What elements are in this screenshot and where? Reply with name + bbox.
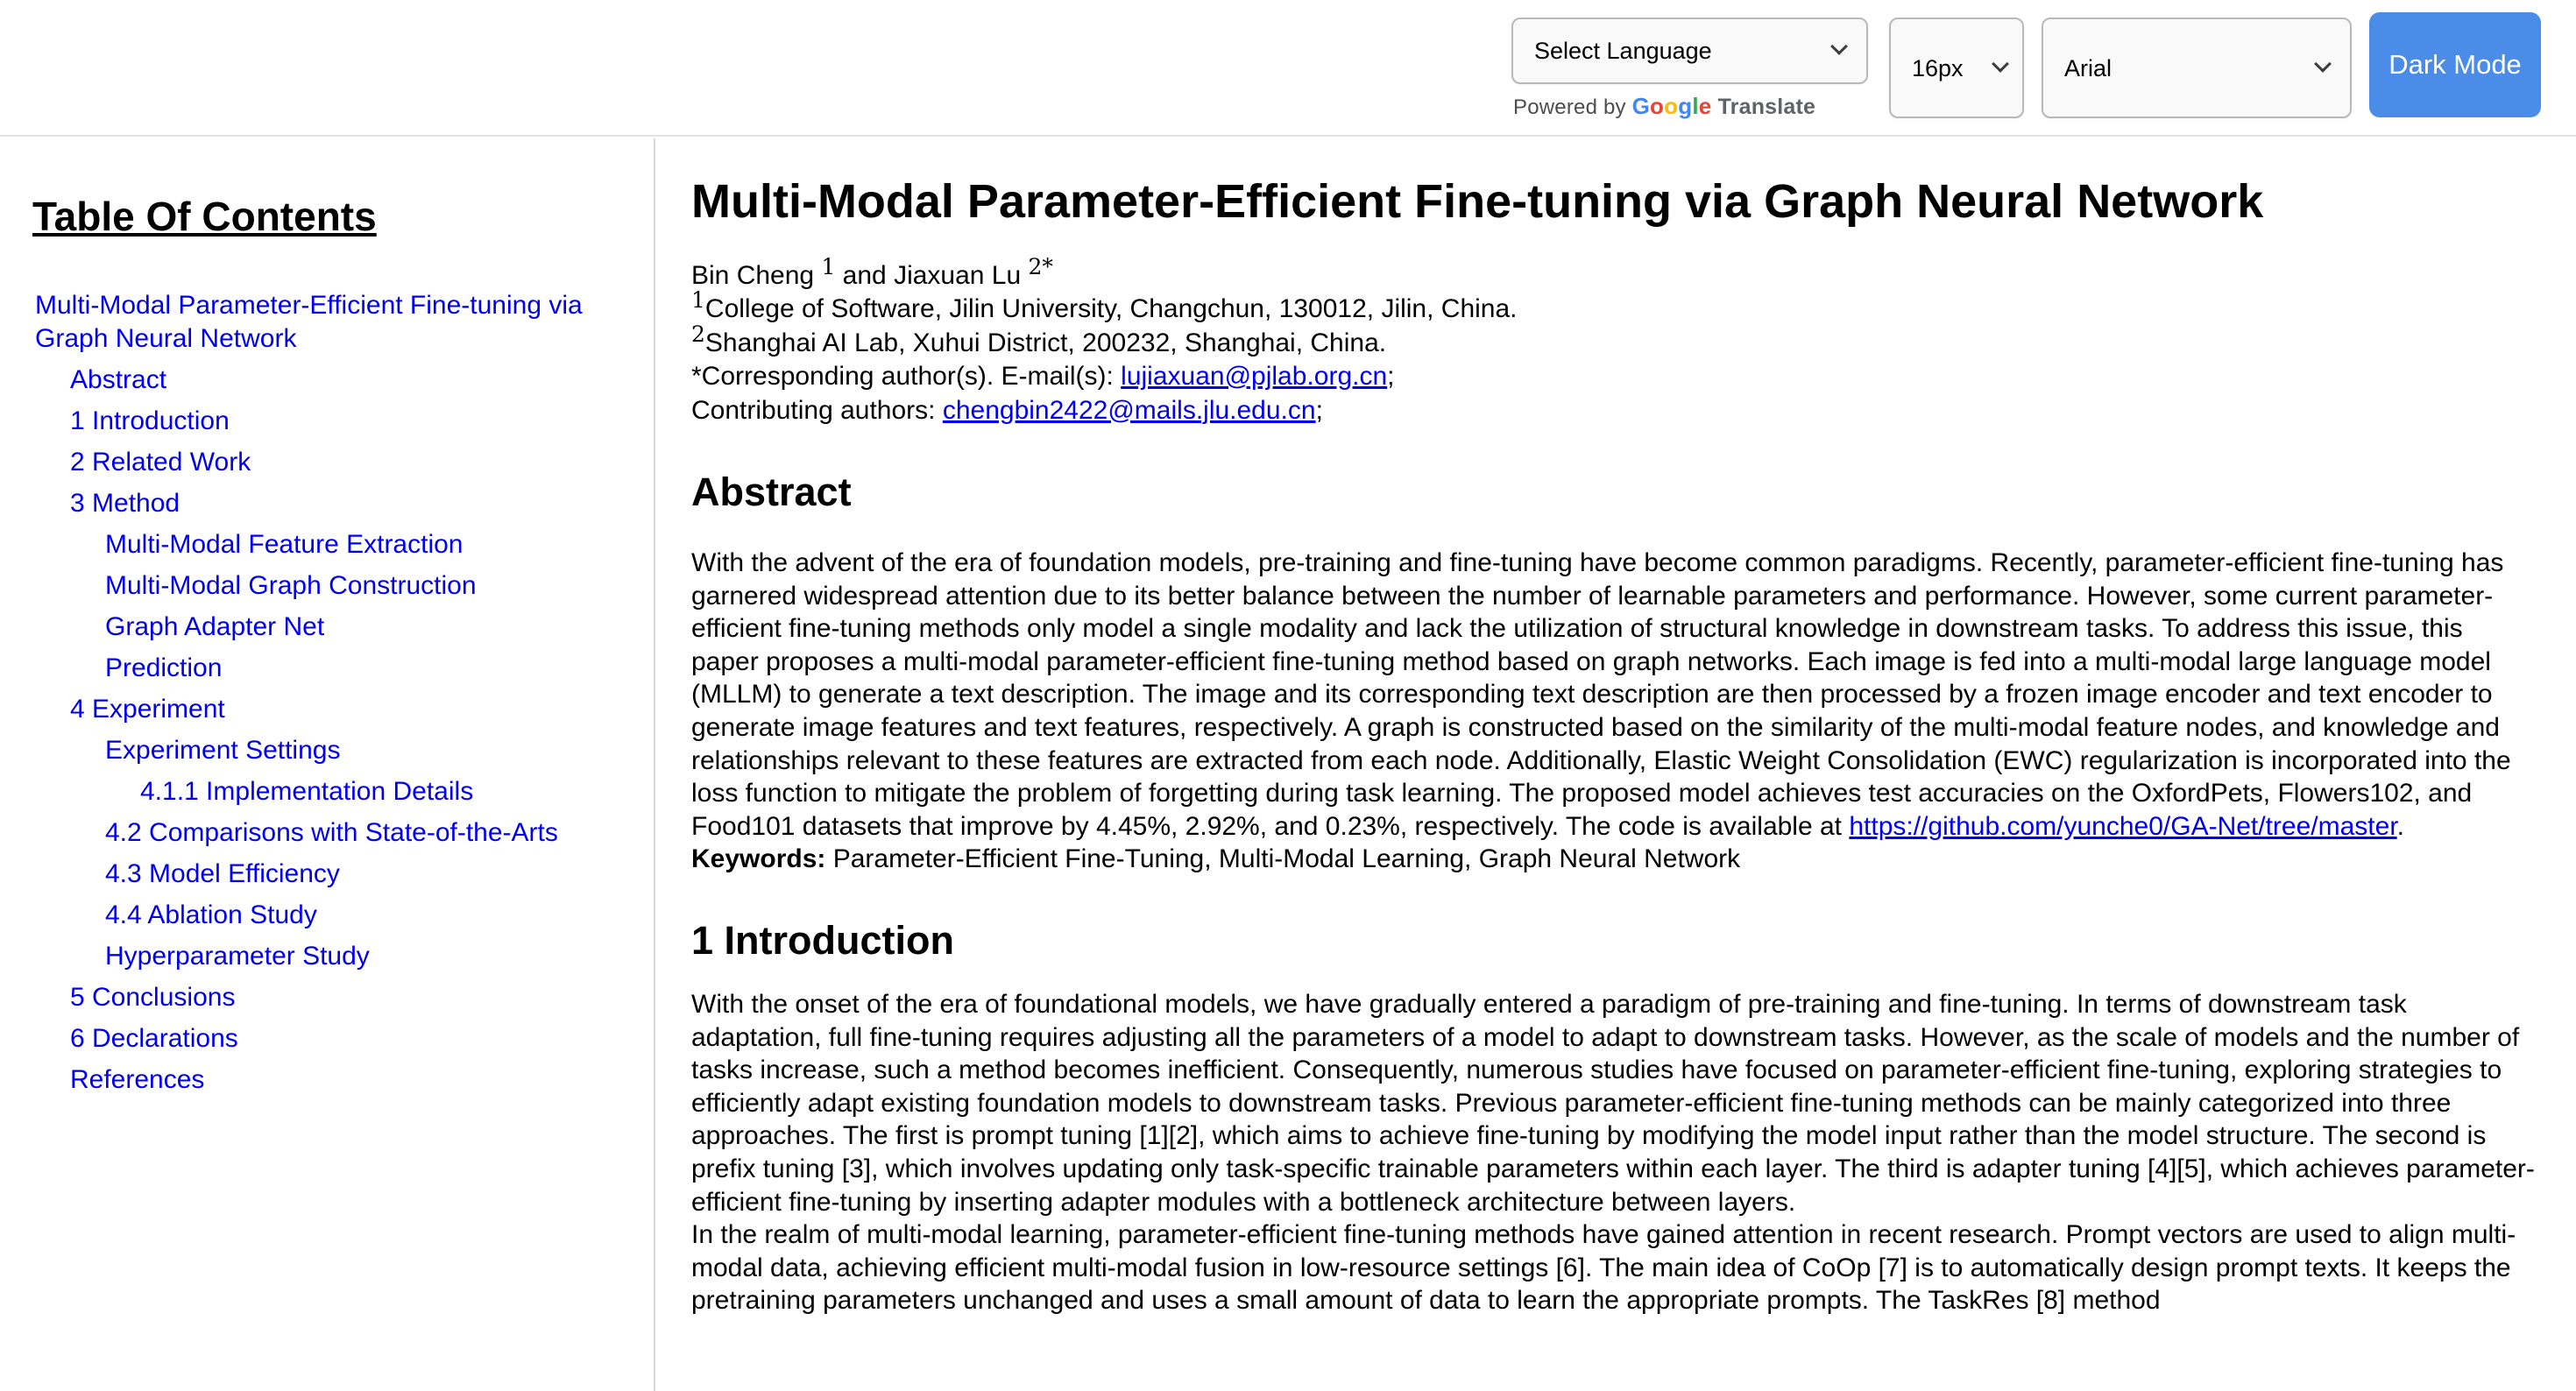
toc-item-conclusions[interactable]: 5 Conclusions [70, 983, 236, 1012]
keywords-line [691, 843, 2535, 876]
toc-item-related-work[interactable]: 2 Related Work [70, 448, 251, 477]
contributing-author-line: Contributing authors: chengbin2422@mails.jlu.edu.cn; [691, 395, 1323, 425]
contributing-email-link[interactable]: chengbin2422@mails.jlu.edu.cn [942, 395, 1316, 425]
font-family-select-wrap [2042, 18, 2352, 118]
google-logo: Google [1631, 93, 1712, 119]
toc-item-introduction[interactable]: 1 Introduction [70, 406, 230, 435]
main-content [657, 138, 2576, 1391]
toc-item-ablation-study[interactable]: 4.4 Ablation Study [105, 900, 317, 929]
toc-item-prediction[interactable]: Prediction [105, 653, 223, 682]
keywords-text: Parameter-Efficient Fine-Tuning, Multi-Modal Learning, Graph Neural Network [825, 844, 1741, 874]
introduction-paragraph-2: In the realm of multi-modal learning, parameter-efficient fine-tuning methods have gained attention in recent research. Prompt vectors are used to align multi-modal data, achieving efficient multi-modal fusion in low-resource settings [6]. The main idea of CoOp [7] is to automatically design prompt texts. It keeps the pretraining parameters unchanged and uses a small amount of data to learn the appropriate prompts. The TaskRes [8] method [691, 1220, 2516, 1316]
toc-item-experiment-settings[interactable]: Experiment Settings [105, 736, 341, 765]
toc-item-hyperparameter-study[interactable]: Hyperparameter Study [105, 942, 370, 971]
toc-item-model-efficiency[interactable]: 4.3 Model Efficiency [105, 859, 340, 888]
author-2-superscript: 2* [1028, 254, 1053, 279]
language-select-wrap [1511, 18, 1868, 84]
toc-item-implementation-details[interactable]: 4.1.1 Implementation Details [140, 777, 474, 806]
paper-title: Multi-Modal Parameter-Efficient Fine-tuning via Graph Neural Network [691, 175, 2264, 228]
author-1-superscript: 1 [821, 254, 836, 279]
toc-item-paper-title[interactable]: Multi-Modal Parameter-Efficient Fine-tuning via Graph Neural Network [35, 291, 583, 353]
affiliations [691, 287, 2535, 427]
code-repository-link[interactable]: https://github.com/yunche0/GA-Net/tree/master [1849, 811, 2397, 841]
corresponding-email-link[interactable]: lujiaxuan@pjlab.org.cn [1121, 362, 1388, 391]
introduction-paragraph-1: With the onset of the era of foundational models, we have gradually entered a paradigm of pre-training and fine-tuning. In terms of downstream task adaptation, full fine-tuning requires adjusting all the parameters of a model to adapt to downstream tasks. However, as the scale of models and the number of tasks increase, such a method becomes inefficient. Consequently, numerous studies have focused on parameter-efficient fine-tuning, exploring strategies to efficiently adapt existing foundation models to downstream tasks. Previous parameter-efficient fine-tuning methods can be mainly categorized into three approaches. The first is prompt tuning [1][2], which aims to achieve fine-tuning by modifying the model input rather than the model structure. The second is prefix tuning [3], which involves updating only task-specific trainable parameters within each layer. The third is adapter tuning [4][5], which achieves parameter-efficient fine-tuning by inserting adapter modules with a bottleneck architecture between layers. [691, 989, 2535, 1217]
toc-item-abstract[interactable]: Abstract [70, 365, 167, 394]
translate-label: Translate [1711, 95, 1816, 119]
corresponding-author-line: *Corresponding author(s). E-mail(s): lujiaxuan@pjlab.org.cn; [691, 362, 1395, 391]
toc-item-comparisons[interactable]: 4.2 Comparisons with State-of-the-Arts [105, 818, 558, 847]
google-translate-attribution [1513, 93, 1815, 120]
abstract-paragraph: With the advent of the era of foundation models, pre-training and fine-tuning have become common paradigms. Recently, parameter-efficient fine-tuning has garnered widespread attention due to its better balance between the number of learnable parameters and performance. However, some current parameter-efficient fine-tuning methods only model a single modality and lack the utilization of structural knowledge in downstream tasks. To address this issue, this paper proposes a multi-modal parameter-efficient fine-tuning method based on graph networks. Each image is fed into a multi-modal large language model (MLLM) to generate a text description. The image and its corresponding text description are then processed by a frozen image encoder and text encoder to generate image features and text features, respectively. A graph is constructed based on the similarity of the multi-modal feature nodes, and knowledge and relationships relevant to these features are extracted from each node. Additionally, Elastic Weight Consolidation (EWC) regularization is incorporated into the loss function to mitigate the problem of forgetting during task learning. The proposed model achieves test accuracies on the OxfordPets, Flowers102, and Food101 datasets that improve by 4.45%, 2.92%, and 0.23%, respectively. The code is available at https://github.com/yunche0/GA-Net/tree/master. [691, 548, 2511, 841]
toc-item-references[interactable]: References [70, 1065, 205, 1094]
toc-item-feature-extraction[interactable]: Multi-Modal Feature Extraction [105, 530, 464, 559]
top-toolbar [0, 0, 2576, 137]
author-line [691, 254, 2535, 293]
dark-mode-button[interactable]: Dark Mode [2369, 12, 2541, 117]
affiliation-1: $^1$College of Software, Jilin University, Changchun, 130012, Jilin, China. [691, 287, 1518, 323]
toc-item-experiment[interactable]: 4 Experiment [70, 695, 225, 724]
language-select[interactable] [1511, 18, 1868, 84]
font-size-select[interactable] [1889, 18, 2024, 118]
toc-item-graph-adapter-net[interactable]: Graph Adapter Net [105, 612, 325, 641]
toc-item-method[interactable]: 3 Method [70, 489, 180, 518]
toc-item-graph-construction[interactable]: Multi-Modal Graph Construction [105, 571, 477, 600]
affiliation-2: $^2$Shanghai AI Lab, Xuhui District, 200232, Shanghai, China. [691, 321, 1387, 357]
author-2: and Jiaxuan Lu [835, 261, 1029, 290]
keywords-label: Keywords: [691, 844, 826, 874]
introduction-heading: 1 Introduction [691, 917, 954, 963]
table-of-contents [32, 289, 627, 1097]
toc-title: Table Of Contents [32, 194, 377, 239]
font-family-select[interactable] [2042, 18, 2352, 118]
author-1: Bin Cheng [691, 261, 822, 290]
sidebar [0, 138, 655, 1391]
powered-by-label: Powered by [1513, 95, 1632, 119]
font-size-select-wrap [1889, 18, 2024, 118]
toc-item-declarations[interactable]: 6 Declarations [70, 1024, 238, 1053]
abstract-heading: Abstract [691, 470, 852, 514]
